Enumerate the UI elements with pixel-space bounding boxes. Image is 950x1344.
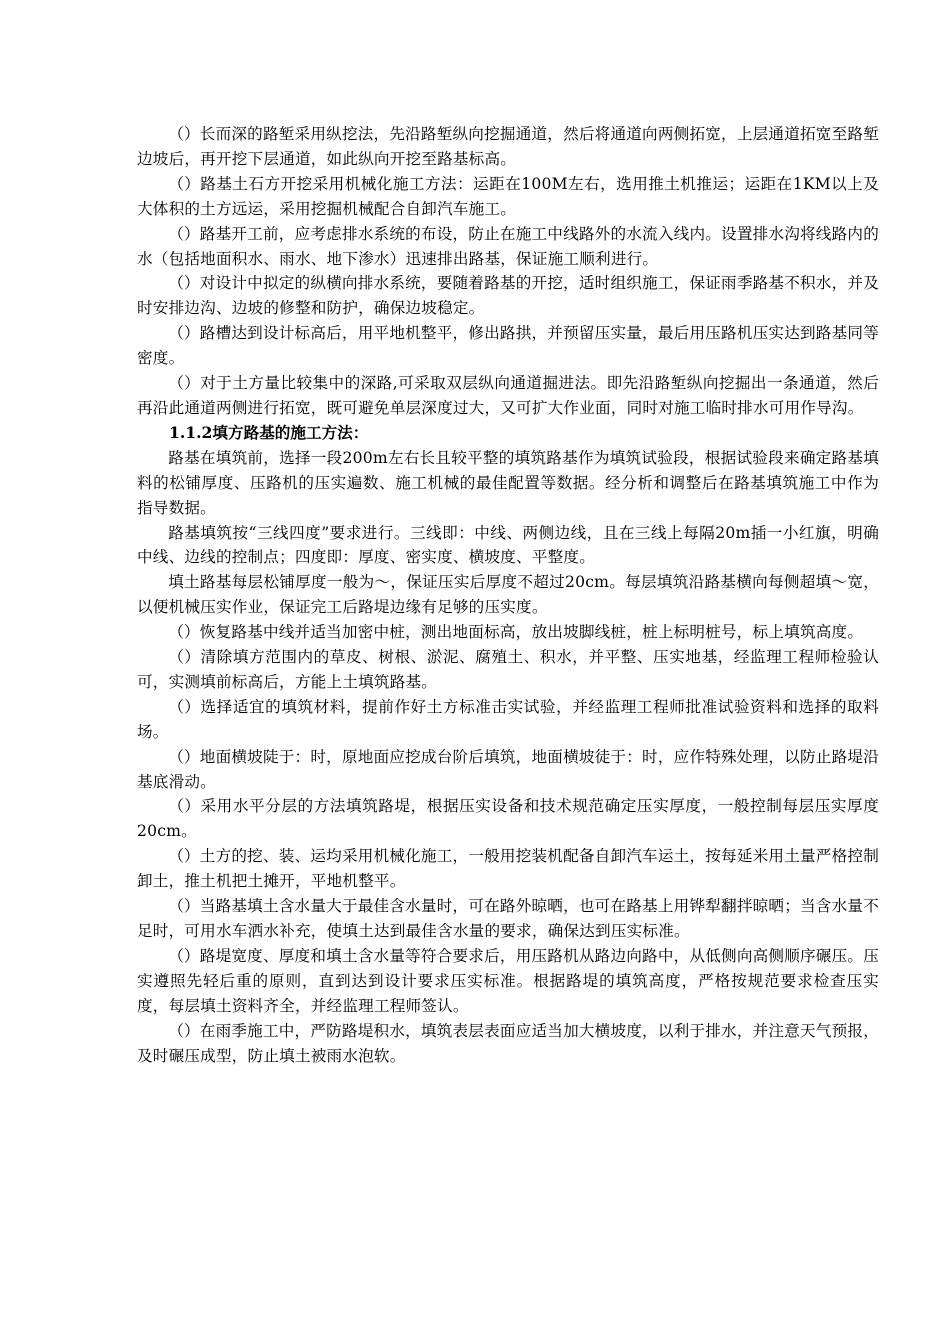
paragraph-compaction: （）路堤宽度、厚度和填土含水量等符合要求后，用压路机从路边向路中，从低侧向高侧顺序碾压。压实遵照先轻后重的原则，直到达到设计要求压实标准。根据路堤的填筑高度，严格按规范要求检查压实度，每层填土资料齐全，并经监理工程师签认。 bbox=[137, 946, 879, 1015]
paragraph-moisture-content: （）当路基填土含水量大于最佳含水量时，可在路外晾晒，也可在路基上用铧犁翻拌晾晒；当含水量不足时，可用水车洒水补充，使填土达到最佳含水量的要求，确保达到压实标准。 bbox=[137, 897, 879, 940]
paragraph-centerline-restoration: （）恢复路基中线并适当加密中桩，测出地面标高，放出坡脚线桩，桩上标明桩号，标上填筑高度。 bbox=[168, 623, 864, 642]
paragraph-double-layer-method: （）对于土方量比较集中的深路,可采取双层纵向通道掘进法。即先沿路堑纵向挖掘出一条通道，然后再沿此通道两侧进行拓宽，既可避免单层深度过大，又可扩大作业面，同时对施工临时排水可用作导沟。 bbox=[137, 374, 879, 417]
paragraph-subgrade-grading: （）路槽达到设计标高后，用平地机整平，修出路拱，并预留压实量，最后用压路机压实达到路基同等密度。 bbox=[137, 324, 879, 368]
paragraph-fill-material: （）选择适宜的填筑材料，提前作好土方标准击实试验，并经监理工程师批准试验资料和选择的取料场。 bbox=[137, 697, 879, 741]
document-page bbox=[137, 122, 879, 1068]
paragraph-horizontal-layering: （）采用水平分层的方法填筑路堤，根据压实设备和技术规范确定压实厚度，一般控制每层压实厚度20cm。 bbox=[137, 797, 879, 841]
paragraph-drainage-system: （）对设计中拟定的纵横向排水系统，要随着路基的开挖，适时组织施工，保证雨季路基不积水，并及时安排边沟、边坡的修整和防护，确保边坡稳定。 bbox=[137, 274, 879, 318]
paragraph-drainage-layout: （）路基开工前，应考虑排水系统的布设，防止在施工中线路外的水流入线内。设置排水沟将线路内的水（包括地面积水、雨水、地下渗水）迅速排出路基，保证施工顺利进行。 bbox=[137, 224, 879, 268]
paragraph-test-section: 路基在填筑前，选择一段200m左右长且较平整的填筑路基作为填筑试验段，根据试验段来确定路基填料的松铺厚度、压路机的压实遍数、施工机械的最佳配置等数据。经分析和调整后在路基填筑施工中作为指导数据。 bbox=[137, 448, 879, 517]
paragraph-longitudinal-excavation: （）长而深的路堑采用纵挖法，先沿路堑纵向挖掘通道，然后将通道向两侧拓宽，上层通道拓宽至路堑边坡后，再开挖下层通道，如此纵向开挖至路基标高。 bbox=[137, 125, 879, 168]
paragraph-layer-thickness: 填土路基每层松铺厚度一般为～，保证压实后厚度不超过20cm。每层填筑沿路基横向每侧超填～宽，以便机械压实作业，保证完工后路堤边缘有足够的压实度。 bbox=[137, 573, 879, 617]
paragraph-rainy-season: （）在雨季施工中，严防路堤积水，填筑表层表面应适当加大横坡度，以利于排水，并注意天气预报，及时碾压成型，防止填土被雨水泡软。 bbox=[137, 1021, 879, 1065]
paragraph-earthwork-machinery: （）土方的挖、装、运均采用机械化施工，一般用挖装机配备自卸汽车运土，按每延米用土量严格控制卸土，推土机把土摊开，平地机整平。 bbox=[137, 847, 879, 891]
section-heading-fill-subgrade: 1.1.2填方路基的施工方法： bbox=[169, 422, 369, 442]
paragraph-ground-slope: （）地面横坡陡于：时，原地面应挖成台阶后填筑，地面横坡徒于：时，应作特殊处理，以防止路堤沿基底滑动。 bbox=[137, 747, 879, 791]
paragraph-site-clearing: （）清除填方范围内的草皮、树根、淤泥、腐殖土、积水，并平整、压实地基，经监理工程师检验认可，实测填前标高后，方能上土填筑路基。 bbox=[137, 648, 879, 691]
paragraph-mechanized-excavation: （）路基土石方开挖采用机械化施工方法：运距在100M左右，选用推土机推运；运距在1KM以上及大体积的土方远运，采用挖掘机械配合自卸汽车施工。 bbox=[137, 174, 879, 218]
paragraph-three-lines-four-degrees: 路基填筑按“三线四度”要求进行。三线即：中线、两侧边线，且在三线上每隔20m插一小红旗，明确中线、边线的控制点；四度即：厚度、密实度、横坡度、平整度。 bbox=[137, 523, 879, 567]
